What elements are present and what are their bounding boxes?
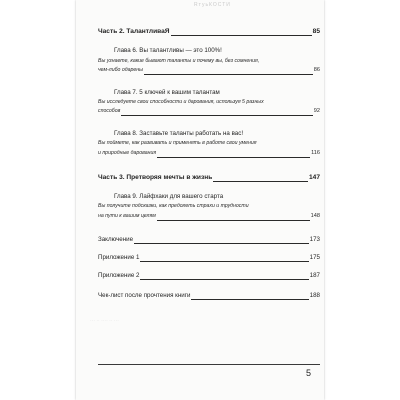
toc-page-number: 175 [309,254,320,261]
bleed-through-text-bottom: ··· ·· ···· ·· ··· [90,318,119,324]
description-last-line [98,108,320,116]
toc-chapter-title: Глава 6. Вы талантливы — это 100%! [114,47,222,54]
bleed-through-text: RтуьКОСТИ [194,2,231,8]
toc-page-number: 188 [309,292,320,299]
toc-chapter-8 [114,130,302,138]
description-line: на пути к вашим целям [98,213,156,219]
toc-chapter-title: Глава 8. Заставьте таланты работать на вас! [114,130,244,137]
toc-chapter-9 [114,193,302,201]
toc-chapter-6-description [98,58,320,74]
description-last-line [98,67,320,75]
toc-page-number: 148 [310,213,320,219]
toc-conclusion [98,236,320,244]
toc-page-number: 116 [311,150,320,156]
description-line: Вы исследуете свои способности и дарования, используя 5 разных [98,99,264,105]
description-line: Вы поймете, как развивать и применять в работе свои умения [98,140,257,146]
toc-chapter-8-description [98,140,320,158]
toc-chapter-title: Глава 9. Лайфхаки для вашего старта [114,193,224,200]
description-line: Вы узнаете, какие бывают таланты и почему вы, без сомнения, [98,58,260,64]
toc-entry-title: Приложение 1 [98,254,140,261]
leader-line [98,115,320,116]
toc-page-number: 85 [312,28,320,35]
toc-chapter-7-description [98,99,320,115]
toc-part-2 [98,28,320,36]
toc-page-number: 147 [308,174,320,181]
toc-part-3 [98,174,320,182]
toc-page-number: 187 [309,272,320,279]
page-number: 5 [306,368,312,378]
toc-chapter-9-description [98,203,320,221]
toc-part-title: Часть 2. ТалантливаЯ [98,28,170,35]
description-line: способов [98,108,121,114]
description-last-line [98,150,320,158]
toc-part-title: Часть 3. Претворяя мечты в жизнь [98,174,213,181]
book-page [76,0,324,400]
toc-appendix-2 [98,272,320,280]
toc-appendix-1 [98,254,320,262]
toc-chapter-title: Глава 7. 5 ключей к вашим талантам [114,89,220,96]
toc-checklist [98,292,320,300]
toc-entry-title: Приложение 2 [98,272,140,279]
toc-chapter-7 [114,89,302,97]
footer-rule [98,364,320,365]
table-of-contents [76,0,324,400]
toc-page-number: 86 [313,67,320,73]
description-line: и природные дарования [98,150,157,156]
description-line: Вы получите подсказки, как предолеть страхи и трудности [98,203,249,209]
toc-entry-title: Заключение [98,236,134,243]
toc-entry-title: Чек-лист после прочтения книги [98,292,191,299]
description-line: чем-либо одарены [98,67,143,73]
toc-page-number: 92 [313,108,320,114]
toc-page-number: 173 [309,236,320,243]
description-last-line [98,213,320,221]
toc-chapter-6 [114,47,302,55]
